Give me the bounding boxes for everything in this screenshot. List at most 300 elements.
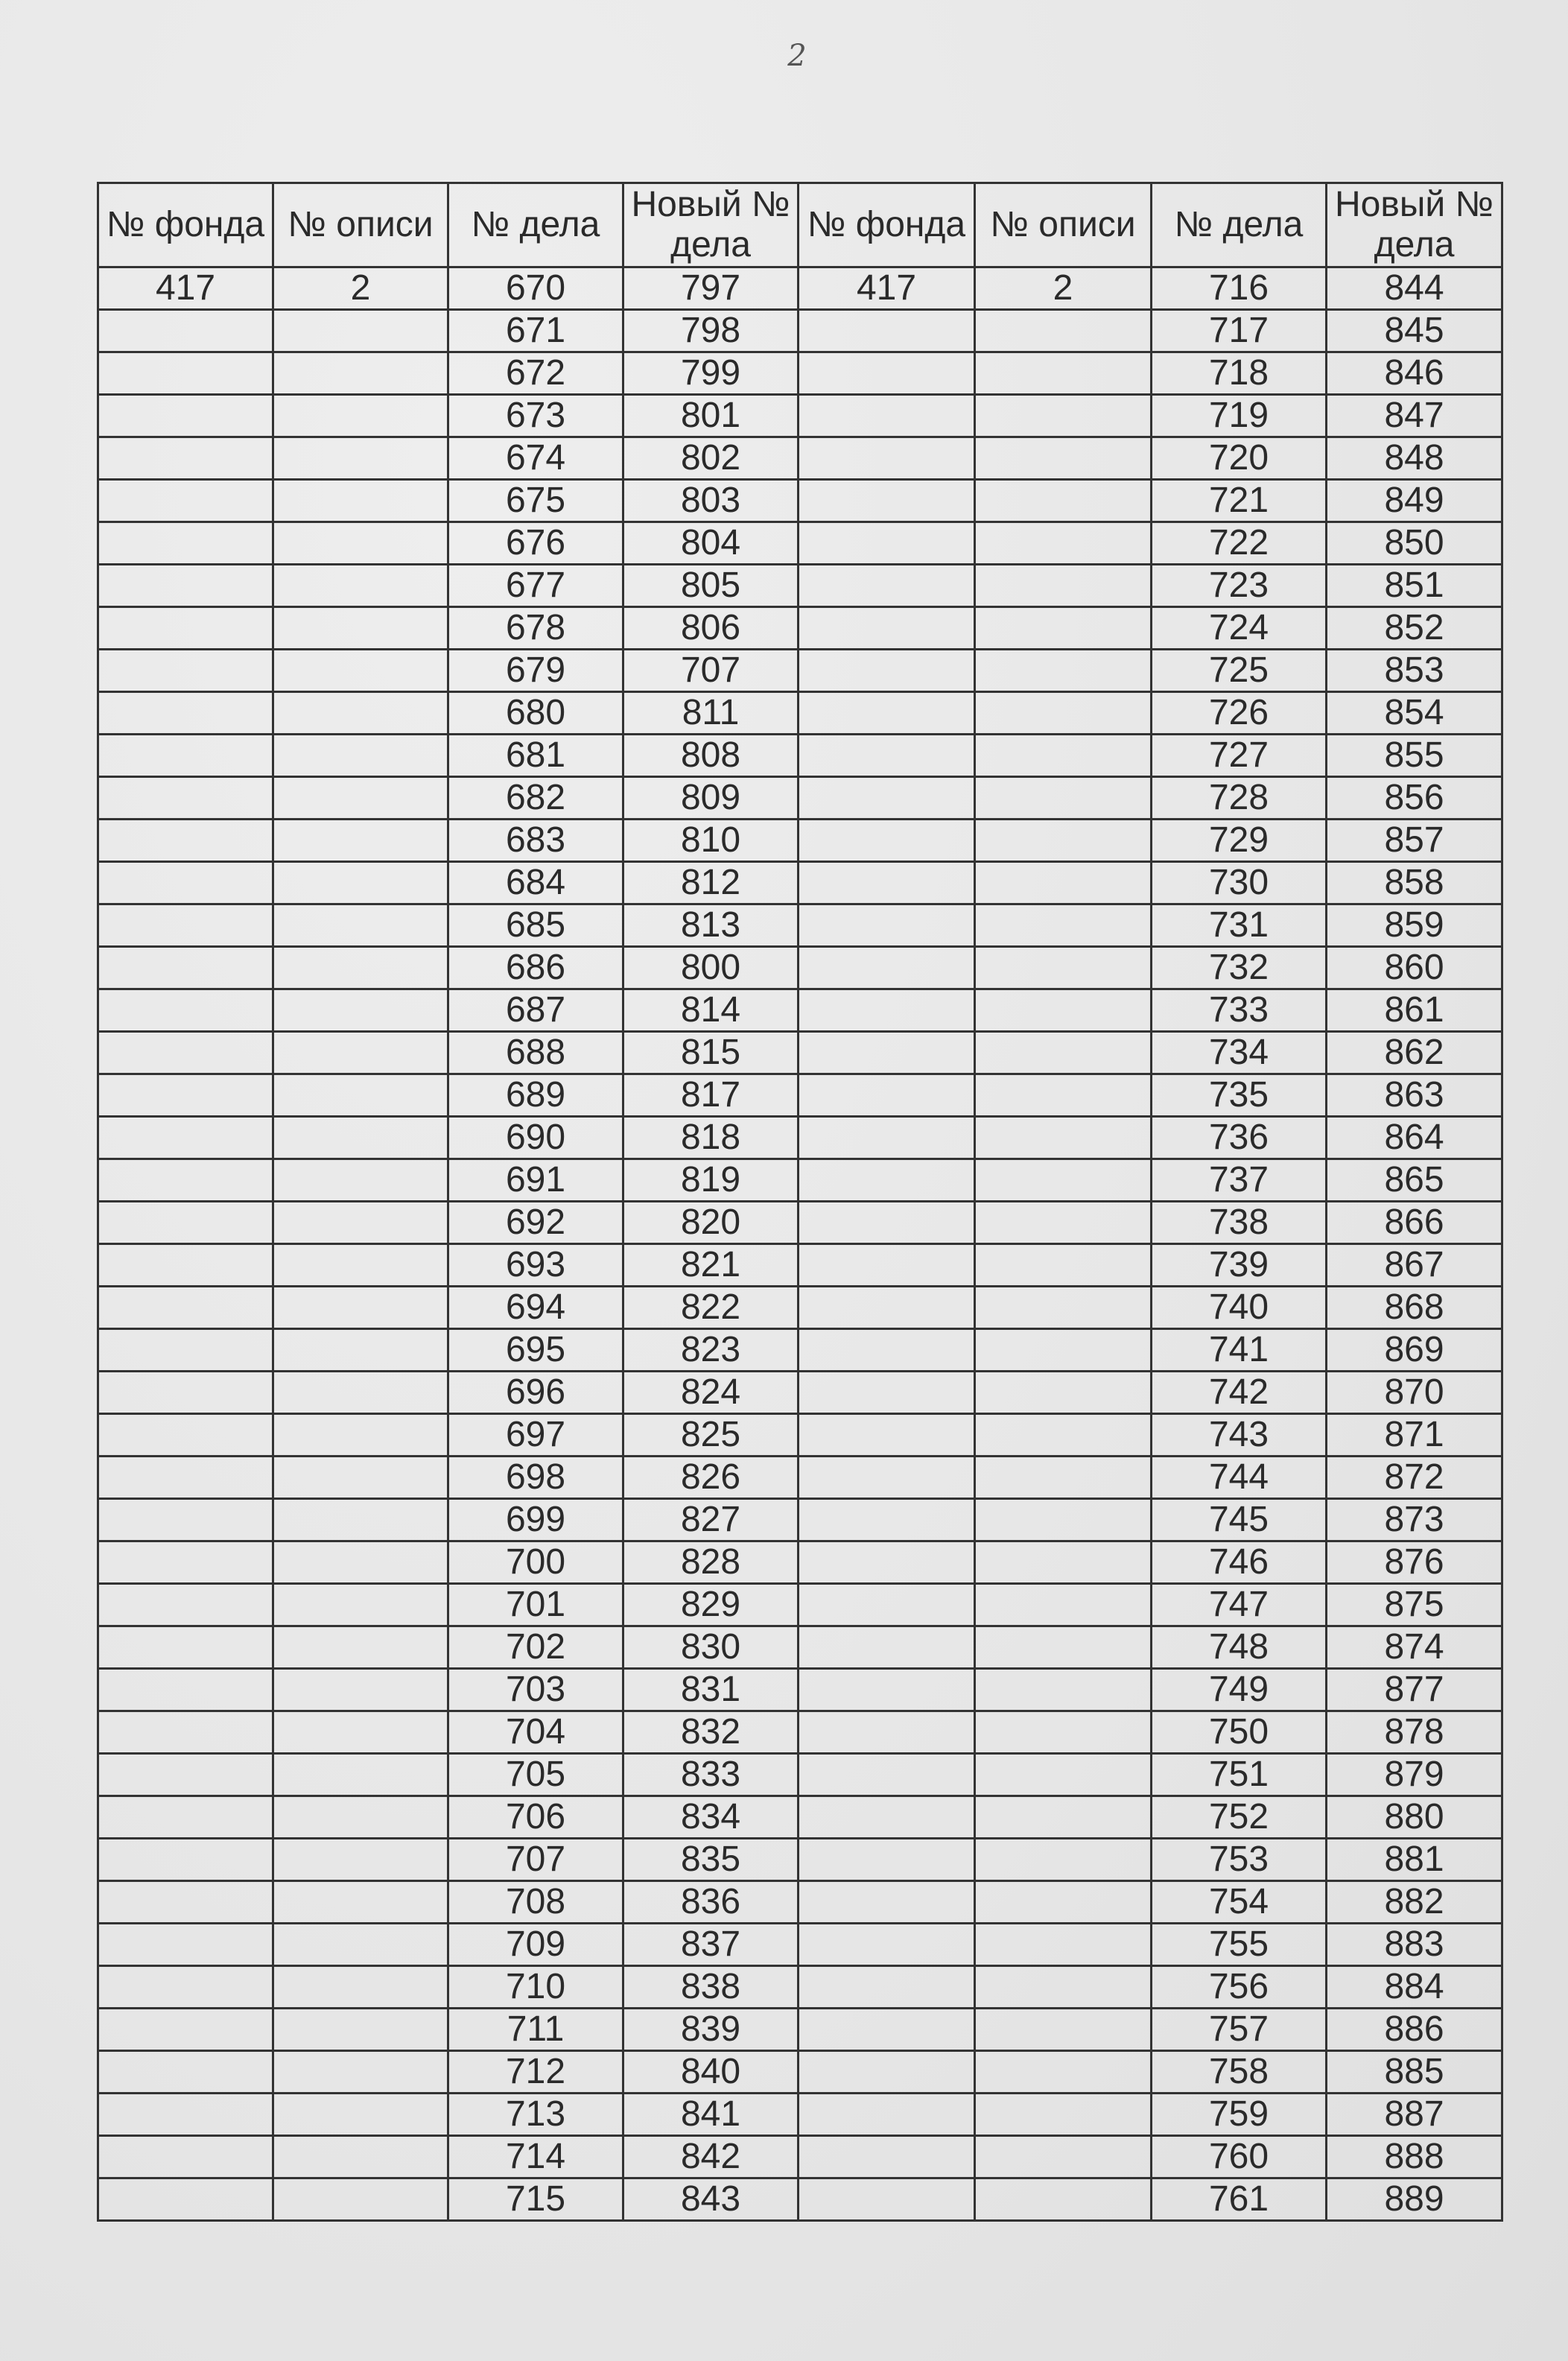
delo-right-cell: 738 (1152, 1202, 1327, 1244)
table-row (98, 904, 1502, 947)
new-delo-right-cell: 877 (1327, 1669, 1502, 1711)
opis-left-cell (273, 904, 448, 947)
opis-right-cell: 2 (975, 267, 1152, 310)
delo-right-cell: 734 (1152, 1032, 1327, 1074)
delo-left-cell: 678 (448, 607, 623, 650)
delo-right-cell: 716 (1152, 267, 1327, 310)
opis-left-cell (273, 1414, 448, 1457)
opis-right-cell (975, 1711, 1152, 1754)
opis-right-cell (975, 2051, 1152, 2094)
delo-left-cell: 701 (448, 1584, 623, 1626)
fond-left-cell (98, 989, 273, 1032)
delo-left-cell: 684 (448, 862, 623, 904)
fond-right-cell (799, 607, 975, 650)
fond-left-cell (98, 692, 273, 735)
fond-left-cell (98, 1881, 273, 1924)
fond-left-cell (98, 1117, 273, 1159)
delo-left-cell: 675 (448, 480, 623, 522)
delo-left-cell: 673 (448, 395, 623, 437)
case-renumbering-table (97, 182, 1503, 2222)
fond-right-cell (799, 947, 975, 989)
opis-left-cell: 2 (273, 267, 448, 310)
table-row (98, 480, 1502, 522)
table-row (98, 1329, 1502, 1372)
new-delo-right-cell: 847 (1327, 395, 1502, 437)
fond-right-cell (799, 1966, 975, 2009)
opis-left-cell (273, 352, 448, 395)
opis-left-cell (273, 1584, 448, 1626)
delo-left-cell: 674 (448, 437, 623, 480)
fond-right-cell (799, 1372, 975, 1414)
opis-left-cell (273, 1711, 448, 1754)
opis-right-cell (975, 820, 1152, 862)
new-delo-right-cell: 861 (1327, 989, 1502, 1032)
new-delo-right-cell: 864 (1327, 1117, 1502, 1159)
delo-right-cell: 758 (1152, 2051, 1327, 2094)
new-delo-left-cell: 839 (623, 2009, 799, 2051)
new-delo-left-cell: 834 (623, 1796, 799, 1839)
delo-right-cell: 742 (1152, 1372, 1327, 1414)
fond-left-cell (98, 2136, 273, 2178)
fond-left-cell (98, 437, 273, 480)
delo-right-cell: 739 (1152, 1244, 1327, 1287)
opis-left-cell (273, 310, 448, 352)
opis-right-cell (975, 395, 1152, 437)
opis-left-cell (273, 1754, 448, 1796)
new-delo-left-cell: 836 (623, 1881, 799, 1924)
new-delo-left-cell: 812 (623, 862, 799, 904)
table-row (98, 777, 1502, 820)
new-delo-left-cell: 830 (623, 1626, 799, 1669)
fond-right-cell (799, 1117, 975, 1159)
new-delo-right-cell: 871 (1327, 1414, 1502, 1457)
opis-right-cell (975, 692, 1152, 735)
delo-right-cell: 719 (1152, 395, 1327, 437)
fond-right-cell (799, 565, 975, 607)
new-delo-right-cell: 863 (1327, 1074, 1502, 1117)
page-number-mark: 2 (787, 39, 807, 73)
new-delo-right-cell: 867 (1327, 1244, 1502, 1287)
delo-left-cell: 704 (448, 1711, 623, 1754)
opis-right-cell (975, 989, 1152, 1032)
table-row (98, 1372, 1502, 1414)
table-row (98, 947, 1502, 989)
opis-right-cell (975, 1244, 1152, 1287)
new-delo-right-cell: 872 (1327, 1457, 1502, 1499)
header-fond-left: № фонда (98, 183, 273, 267)
opis-right-cell (975, 2094, 1152, 2136)
new-delo-right-cell: 876 (1327, 1541, 1502, 1584)
table-row (98, 1074, 1502, 1117)
fond-right-cell (799, 1159, 975, 1202)
delo-right-cell: 718 (1152, 352, 1327, 395)
fond-right-cell (799, 862, 975, 904)
opis-left-cell (273, 1966, 448, 2009)
fond-left-cell (98, 1244, 273, 1287)
delo-left-cell: 689 (448, 1074, 623, 1117)
opis-left-cell (273, 947, 448, 989)
opis-right-cell (975, 650, 1152, 692)
new-delo-right-cell: 860 (1327, 947, 1502, 989)
delo-right-cell: 733 (1152, 989, 1327, 1032)
new-delo-left-cell: 841 (623, 2094, 799, 2136)
new-delo-right-cell: 873 (1327, 1499, 1502, 1541)
delo-right-cell: 724 (1152, 607, 1327, 650)
delo-right-cell: 745 (1152, 1499, 1327, 1541)
fond-left-cell (98, 947, 273, 989)
fond-left-cell (98, 1796, 273, 1839)
new-delo-left-cell: 815 (623, 1032, 799, 1074)
delo-right-cell: 753 (1152, 1839, 1327, 1881)
fond-left-cell (98, 480, 273, 522)
delo-right-cell: 727 (1152, 735, 1327, 777)
new-delo-left-cell: 804 (623, 522, 799, 565)
fond-left-cell (98, 522, 273, 565)
delo-left-cell: 671 (448, 310, 623, 352)
table-row (98, 565, 1502, 607)
delo-left-cell: 705 (448, 1754, 623, 1796)
new-delo-right-cell: 880 (1327, 1796, 1502, 1839)
delo-left-cell: 700 (448, 1541, 623, 1584)
new-delo-left-cell: 823 (623, 1329, 799, 1372)
opis-left-cell (273, 522, 448, 565)
fond-left-cell (98, 2009, 273, 2051)
table-row (98, 1626, 1502, 1669)
delo-left-cell: 713 (448, 2094, 623, 2136)
header-row (98, 183, 1502, 267)
opis-right-cell (975, 2136, 1152, 2178)
table-row (98, 2178, 1502, 2221)
table-row (98, 1541, 1502, 1584)
delo-left-cell: 710 (448, 1966, 623, 2009)
delo-right-cell: 723 (1152, 565, 1327, 607)
opis-left-cell (273, 650, 448, 692)
opis-right-cell (975, 2178, 1152, 2221)
table-row (98, 310, 1502, 352)
new-delo-left-cell: 826 (623, 1457, 799, 1499)
opis-right-cell (975, 1754, 1152, 1796)
fond-left-cell (98, 904, 273, 947)
new-delo-left-cell: 842 (623, 2136, 799, 2178)
fond-left-cell (98, 1414, 273, 1457)
delo-left-cell: 680 (448, 692, 623, 735)
opis-left-cell (273, 1117, 448, 1159)
fond-right-cell (799, 1457, 975, 1499)
opis-right-cell (975, 1117, 1152, 1159)
table-row (98, 2136, 1502, 2178)
opis-right-cell (975, 1329, 1152, 1372)
fond-left-cell (98, 395, 273, 437)
fond-right-cell (799, 522, 975, 565)
delo-right-cell: 743 (1152, 1414, 1327, 1457)
fond-right-cell (799, 2094, 975, 2136)
fond-right-cell (799, 1924, 975, 1966)
table-body (98, 267, 1502, 2221)
opis-left-cell (273, 692, 448, 735)
delo-right-cell: 729 (1152, 820, 1327, 862)
opis-right-cell (975, 1541, 1152, 1584)
new-delo-right-cell: 851 (1327, 565, 1502, 607)
table-row (98, 1032, 1502, 1074)
fond-left-cell (98, 352, 273, 395)
new-delo-left-cell: 808 (623, 735, 799, 777)
opis-right-cell (975, 1839, 1152, 1881)
delo-right-cell: 728 (1152, 777, 1327, 820)
table-row (98, 2094, 1502, 2136)
new-delo-left-cell: 824 (623, 1372, 799, 1414)
fond-right-cell (799, 2009, 975, 2051)
new-delo-left-cell: 837 (623, 1924, 799, 1966)
new-delo-left-cell: 805 (623, 565, 799, 607)
new-delo-right-cell: 870 (1327, 1372, 1502, 1414)
fond-right-cell (799, 777, 975, 820)
table-row (98, 1754, 1502, 1796)
fond-right-cell (799, 395, 975, 437)
fond-right-cell (799, 650, 975, 692)
fond-right-cell (799, 2051, 975, 2094)
opis-right-cell (975, 1414, 1152, 1457)
new-delo-left-cell: 809 (623, 777, 799, 820)
new-delo-left-cell: 798 (623, 310, 799, 352)
delo-left-cell: 677 (448, 565, 623, 607)
delo-left-cell: 711 (448, 2009, 623, 2051)
delo-left-cell: 694 (448, 1287, 623, 1329)
fond-left-cell (98, 2094, 273, 2136)
table-header (98, 183, 1502, 267)
new-delo-right-cell: 879 (1327, 1754, 1502, 1796)
table-row (98, 2009, 1502, 2051)
opis-left-cell (273, 1032, 448, 1074)
opis-left-cell (273, 777, 448, 820)
opis-right-cell (975, 862, 1152, 904)
opis-left-cell (273, 1329, 448, 1372)
delo-right-cell: 755 (1152, 1924, 1327, 1966)
opis-left-cell (273, 1499, 448, 1541)
opis-right-cell (975, 1626, 1152, 1669)
opis-right-cell (975, 904, 1152, 947)
opis-left-cell (273, 862, 448, 904)
opis-left-cell (273, 735, 448, 777)
new-delo-right-cell: 889 (1327, 2178, 1502, 2221)
opis-left-cell (273, 1924, 448, 1966)
opis-right-cell (975, 1202, 1152, 1244)
new-delo-right-cell: 869 (1327, 1329, 1502, 1372)
opis-left-cell (273, 395, 448, 437)
new-delo-left-cell: 829 (623, 1584, 799, 1626)
delo-left-cell: 712 (448, 2051, 623, 2094)
fond-left-cell (98, 1457, 273, 1499)
fond-left-cell (98, 310, 273, 352)
fond-left-cell (98, 1159, 273, 1202)
opis-right-cell (975, 310, 1152, 352)
opis-left-cell (273, 1839, 448, 1881)
fond-right-cell (799, 2178, 975, 2221)
new-delo-right-cell: 849 (1327, 480, 1502, 522)
opis-left-cell (273, 2136, 448, 2178)
fond-right-cell (799, 1754, 975, 1796)
delo-left-cell: 699 (448, 1499, 623, 1541)
new-delo-right-cell: 846 (1327, 352, 1502, 395)
delo-left-cell: 682 (448, 777, 623, 820)
new-delo-right-cell: 878 (1327, 1711, 1502, 1754)
delo-left-cell: 686 (448, 947, 623, 989)
header-new-delo-right: Новый № дела (1327, 183, 1502, 267)
opis-right-cell (975, 2009, 1152, 2051)
new-delo-left-cell: 811 (623, 692, 799, 735)
fond-left-cell (98, 1966, 273, 2009)
opis-right-cell (975, 522, 1152, 565)
opis-right-cell (975, 607, 1152, 650)
new-delo-left-cell: 843 (623, 2178, 799, 2221)
header-new-delo-left: Новый № дела (623, 183, 799, 267)
fond-right-cell (799, 480, 975, 522)
opis-right-cell (975, 1499, 1152, 1541)
fond-right-cell (799, 1499, 975, 1541)
opis-left-cell (273, 1626, 448, 1669)
new-delo-left-cell: 820 (623, 1202, 799, 1244)
fond-left-cell (98, 1626, 273, 1669)
new-delo-left-cell: 813 (623, 904, 799, 947)
fond-right-cell (799, 1414, 975, 1457)
new-delo-left-cell: 814 (623, 989, 799, 1032)
opis-left-cell (273, 480, 448, 522)
new-delo-right-cell: 850 (1327, 522, 1502, 565)
delo-right-cell: 748 (1152, 1626, 1327, 1669)
delo-right-cell: 737 (1152, 1159, 1327, 1202)
fond-right-cell (799, 1329, 975, 1372)
fond-left-cell (98, 2178, 273, 2221)
opis-left-cell (273, 1541, 448, 1584)
table-row (98, 2051, 1502, 2094)
delo-right-cell: 732 (1152, 947, 1327, 989)
fond-right-cell (799, 1796, 975, 1839)
new-delo-left-cell: 802 (623, 437, 799, 480)
fond-left-cell (98, 1584, 273, 1626)
fond-right-cell (799, 1584, 975, 1626)
delo-right-cell: 750 (1152, 1711, 1327, 1754)
delo-right-cell: 735 (1152, 1074, 1327, 1117)
opis-left-cell (273, 1669, 448, 1711)
new-delo-left-cell: 801 (623, 395, 799, 437)
new-delo-right-cell: 856 (1327, 777, 1502, 820)
delo-left-cell: 676 (448, 522, 623, 565)
opis-left-cell (273, 1074, 448, 1117)
fond-right-cell (799, 1711, 975, 1754)
delo-left-cell: 697 (448, 1414, 623, 1457)
opis-left-cell (273, 437, 448, 480)
opis-right-cell (975, 1966, 1152, 2009)
delo-left-cell: 714 (448, 2136, 623, 2178)
new-delo-right-cell: 875 (1327, 1584, 1502, 1626)
delo-left-cell: 683 (448, 820, 623, 862)
table-row (98, 989, 1502, 1032)
table-row (98, 862, 1502, 904)
opis-left-cell (273, 989, 448, 1032)
opis-left-cell (273, 2178, 448, 2221)
fond-right-cell (799, 310, 975, 352)
new-delo-left-cell: 803 (623, 480, 799, 522)
new-delo-right-cell: 874 (1327, 1626, 1502, 1669)
opis-left-cell (273, 2009, 448, 2051)
table-row (98, 1796, 1502, 1839)
fond-right-cell (799, 2136, 975, 2178)
new-delo-right-cell: 848 (1327, 437, 1502, 480)
fond-right-cell (799, 437, 975, 480)
opis-right-cell (975, 1584, 1152, 1626)
new-delo-right-cell: 862 (1327, 1032, 1502, 1074)
new-delo-right-cell: 882 (1327, 1881, 1502, 1924)
header-fond-right: № фонда (799, 183, 975, 267)
fond-left-cell (98, 1372, 273, 1414)
delo-right-cell: 746 (1152, 1541, 1327, 1584)
opis-right-cell (975, 565, 1152, 607)
opis-right-cell (975, 1881, 1152, 1924)
new-delo-right-cell: 844 (1327, 267, 1502, 310)
delo-left-cell: 708 (448, 1881, 623, 1924)
opis-right-cell (975, 1457, 1152, 1499)
opis-right-cell (975, 480, 1152, 522)
opis-left-cell (273, 1457, 448, 1499)
delo-left-cell: 679 (448, 650, 623, 692)
table-row (98, 820, 1502, 862)
new-delo-right-cell: 854 (1327, 692, 1502, 735)
delo-right-cell: 726 (1152, 692, 1327, 735)
new-delo-right-cell: 859 (1327, 904, 1502, 947)
new-delo-right-cell: 855 (1327, 735, 1502, 777)
fond-left-cell (98, 565, 273, 607)
delo-right-cell: 757 (1152, 2009, 1327, 2051)
fond-right-cell (799, 904, 975, 947)
fond-right-cell (799, 1881, 975, 1924)
new-delo-left-cell: 831 (623, 1669, 799, 1711)
fond-right-cell (799, 1032, 975, 1074)
delo-right-cell: 760 (1152, 2136, 1327, 2178)
fond-right-cell (799, 1541, 975, 1584)
new-delo-right-cell: 881 (1327, 1839, 1502, 1881)
table-row (98, 352, 1502, 395)
fond-left-cell (98, 777, 273, 820)
fond-left-cell (98, 607, 273, 650)
opis-right-cell (975, 1159, 1152, 1202)
new-delo-right-cell: 884 (1327, 1966, 1502, 2009)
delo-right-cell: 731 (1152, 904, 1327, 947)
delo-right-cell: 736 (1152, 1117, 1327, 1159)
fond-right-cell (799, 1287, 975, 1329)
new-delo-right-cell: 845 (1327, 310, 1502, 352)
opis-left-cell (273, 1159, 448, 1202)
new-delo-left-cell: 799 (623, 352, 799, 395)
new-delo-left-cell: 797 (623, 267, 799, 310)
delo-left-cell: 703 (448, 1669, 623, 1711)
delo-right-cell: 744 (1152, 1457, 1327, 1499)
opis-left-cell (273, 1796, 448, 1839)
new-delo-right-cell: 866 (1327, 1202, 1502, 1244)
fond-left-cell (98, 735, 273, 777)
new-delo-left-cell: 828 (623, 1541, 799, 1584)
opis-left-cell (273, 1881, 448, 1924)
opis-left-cell (273, 2051, 448, 2094)
fond-left-cell (98, 650, 273, 692)
table-row (98, 1966, 1502, 2009)
fond-left-cell (98, 820, 273, 862)
new-delo-left-cell: 821 (623, 1244, 799, 1287)
opis-right-cell (975, 1032, 1152, 1074)
fond-left-cell (98, 1074, 273, 1117)
table-row (98, 607, 1502, 650)
fond-left-cell (98, 1839, 273, 1881)
fond-left-cell (98, 1541, 273, 1584)
delo-left-cell: 715 (448, 2178, 623, 2221)
